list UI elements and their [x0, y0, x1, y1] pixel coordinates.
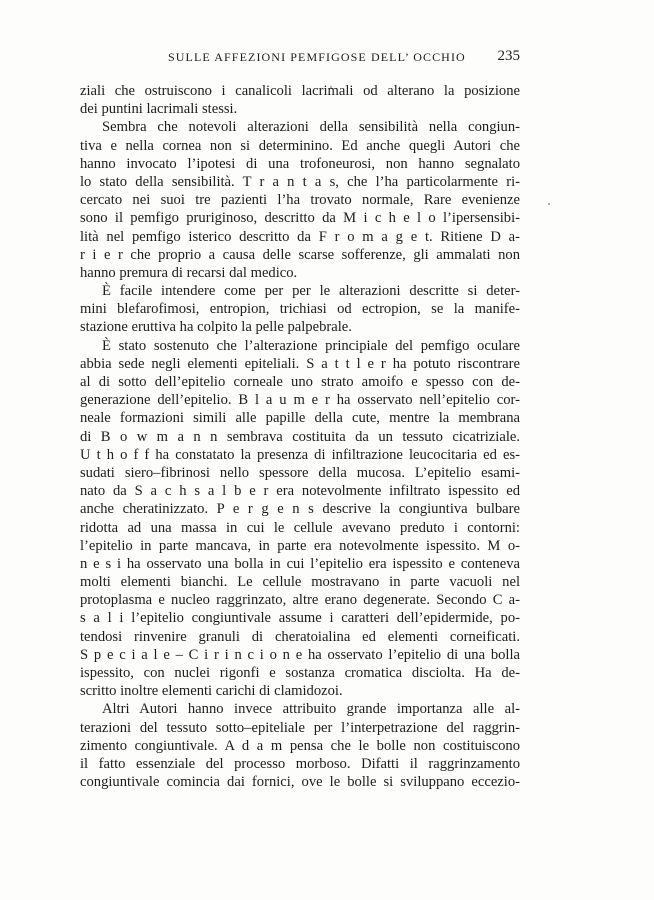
text-line: lo stato della sensibilità. T r a n t a s, che l’ha particolarmente ri-	[80, 173, 520, 190]
text-line: neale formazioni simili alle papille della cute, mentre la membrana	[80, 410, 520, 427]
text-line: di B o w m a n n sembrava costituita da un tessuto cicatriziale.	[80, 428, 520, 445]
text-line: Altri Autori hanno invece attribuito grande importanza alle al-	[102, 701, 520, 718]
text-line: s a l i l’epitelio congiuntivale assume i caratteri dell’epidermide, po-	[80, 610, 520, 627]
text-line: tendosi rinvenire granuli di cheratoialina ed elementi corneificati.	[80, 628, 520, 645]
text-line: dei puntini lacrimali stessi.	[80, 101, 238, 118]
text-line: Sembra che notevoli alterazioni della sensibilità nella congiun-	[102, 119, 520, 136]
text-line: hanno premura di recarsi dal medico.	[80, 264, 298, 281]
print-speck	[548, 203, 550, 205]
text-line: anche cheratinizzato. P e r g e n s descrive la congiuntiva bulbare	[80, 501, 520, 518]
text-line: zimento congiuntivale. A d a m pensa che le bolle non costituiscono	[80, 737, 520, 754]
text-line: cercato nei suoi tre pazienti l’ha trovato normale, Rare evenienze	[80, 192, 520, 209]
text-line: S p e c i a l e – C i r i n c i o n e ha osservato l’epitelio di una bolla	[80, 646, 520, 663]
text-line: r i e r che proprio a causa delle scarse sofferenze, gli ammalati non	[80, 246, 520, 263]
text-line: sono il pemfigo pruriginoso, descritto da M i c h e l o l’ipersensibi-	[80, 210, 520, 227]
text-line: sudati siero–fibrinosi nello spessore della mucosa. L’epitelio esami-	[80, 464, 520, 481]
text-line: tiva e nella cornea non si determinino. Ed anche quegli Autori che	[80, 137, 520, 154]
text-line: congiuntivale comincia dai fornici, ove le bolle si sviluppano eccezio-	[80, 774, 520, 791]
text-line: lità nel pemfigo isterico descritto da F r o m a g e t. Ritiene D a-	[80, 228, 520, 245]
text-line: molti elementi bianchi. Le cellule mostravano in parte vacuoli nel	[80, 574, 520, 591]
text-line: protoplasma e nucleo raggrinzato, altre erano degenerate. Secondo C a-	[80, 592, 520, 609]
text-line: terazioni del tessuto sotto–epiteliale per l’interpetrazione del raggrin-	[80, 719, 520, 736]
body-text	[80, 82, 520, 791]
text-line: U t h o f f ha constatato la presenza di infiltrazione leucocitaria ed es-	[80, 446, 520, 463]
text-line: È stato sostenuto che l’alterazione principiale del pemfigo oculare	[102, 337, 520, 354]
text-line: mini blefarofimosi, entropion, trichiasi od ectropion, se la manife-	[80, 301, 520, 318]
text-line: ridotta ad una massa in cui le cellule avevano preduto i contorni:	[80, 519, 520, 536]
text-line: l’epitelio in parte mancava, in parte era notevolmente ispessito. M o-	[80, 537, 520, 554]
running-title: SULLE AFFEZIONI PEMFIGOSE DELL’ OCCHIO	[168, 50, 466, 64]
text-line: abbia sede negli elementi epiteliali. S a t t l e r ha potuto riscontrare	[80, 355, 520, 372]
text-line: generazione dell’epitelio. B l a u m e r ha osservato nell’epitelio cor-	[80, 392, 520, 409]
text-line: n e s i ha osservato una bolla in cui l’epitelio era ispessito e conteneva	[80, 555, 520, 572]
text-line: il fatto essenziale del processo morboso. Difatti il raggrinzamento	[80, 755, 520, 772]
text-line: stazione eruttiva ha colpito la pelle palpebrale.	[80, 319, 352, 336]
page-number: 235	[497, 48, 520, 64]
text-line: hanno invocato l’ipotesi di una trofoneurosi, non hanno segnalato	[80, 155, 520, 172]
text-line: ziali che ostruiscono i canalicoli lacrimali od alterano la posizione	[80, 83, 520, 99]
text-line: nato da S a c h s a l b e r era notevolmente infiltrato ispessito ed	[80, 483, 520, 500]
text-line: al di sotto dell’epitelio corneale uno strato amoifo e spesso con de-	[80, 374, 520, 390]
text-line: È facile intendere come per per le alterazioni descritte si deter-	[102, 283, 520, 300]
text-line: ispessito, con nuclei rigonfi e sostanza cromatica disciolta. Ha de-	[80, 665, 520, 681]
running-head	[80, 48, 520, 68]
text-line: scritto inoltre elementi carichi di clamidozoi.	[80, 683, 343, 700]
